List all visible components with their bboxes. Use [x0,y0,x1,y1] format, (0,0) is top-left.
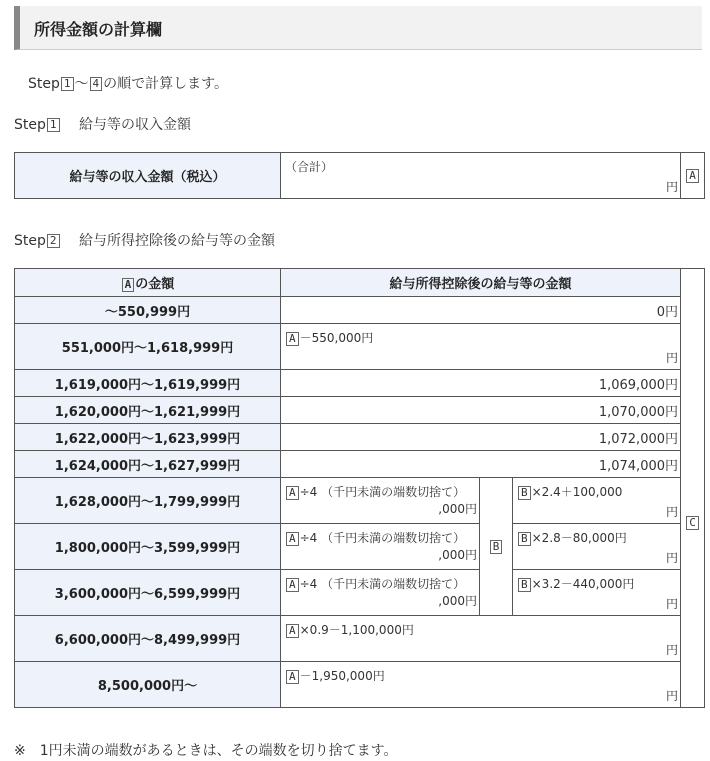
col1-text: の金額 [135,277,175,292]
value-cell: 1,069,000円 [281,370,681,397]
step1-row-label: 給与等の収入金額（税込） [15,153,281,199]
formula-cell[interactable] [281,324,681,370]
intro-post: の順で計算します。 [103,76,229,92]
formula-cell[interactable] [281,662,681,708]
marker-a-cell [681,153,705,199]
marker-b: B [518,578,531,592]
bformula-cell[interactable] [513,524,681,570]
bformula-text: ×2.8－80,000円 [531,531,627,545]
marker-a: A [286,532,299,546]
col-header-a [15,269,281,297]
marker-a: A [286,578,299,592]
marker-a: A [286,624,299,638]
yen-unit: 円 [665,180,678,194]
marker-a: A [286,486,299,500]
value-cell: 1,070,000円 [281,397,681,424]
value-cell: 0円 [281,297,681,324]
intro-step: Step [28,76,60,92]
range-cell: 551,000円～1,618,999円 [15,324,281,370]
range-cell: 1,628,000円～1,799,999円 [15,478,281,524]
step2-title: 給与所得控除後の給与等の金額 [78,233,275,249]
step2-table [14,268,705,708]
range-cell: 1,622,000円～1,623,999円 [15,424,281,451]
div-text: ÷4 （千円未満の端数切捨て） [299,531,466,545]
yen-unit: 円 [666,505,679,519]
range-cell: 1,800,000円～3,599,999円 [15,524,281,570]
div-sub: ,000円 [438,548,477,562]
yen-unit: 円 [666,643,679,657]
div-text: ÷4 （千円未満の端数切捨て） [299,577,466,591]
formula-text: －550,000円 [299,331,374,345]
div-cell[interactable] [281,570,480,616]
range-cell: 3,600,000円～6,599,999円 [15,570,281,616]
formula-cell[interactable] [281,616,681,662]
marker-a: A [286,332,299,346]
range-cell: 1,624,000円～1,627,999円 [15,451,281,478]
marker-a: A [122,278,135,292]
formula-text: ×0.9－1,100,000円 [299,623,414,637]
marker-a: A [686,169,699,183]
step1-title: 給与等の収入金額 [78,117,191,133]
range-cell: 1,620,000円～1,621,999円 [15,397,281,424]
step1-label: Step [14,117,46,133]
intro-box-4: 4 [90,77,103,91]
marker-b: B [518,486,531,500]
sum-note: （合計） [285,160,334,174]
col-header-result: 給与所得控除後の給与等の金額 [281,269,681,297]
intro-box-1: 1 [61,77,74,91]
step2-heading [14,230,275,250]
div-text: ÷4 （千円未満の端数切捨て） [299,485,466,499]
step2-label: Step [14,233,46,249]
step1-heading [14,114,191,134]
range-cell: 6,600,000円～8,499,999円 [15,616,281,662]
section-header [14,6,702,50]
bformula-text: ×3.2－440,000円 [531,577,635,591]
value-cell: 1,074,000円 [281,451,681,478]
marker-c-cell [681,269,705,708]
intro-tilde: ～ [74,76,89,92]
yen-unit: 円 [666,351,679,365]
yen-unit: 円 [666,689,679,703]
yen-unit: 円 [666,551,679,565]
bformula-text: ×2.4＋100,000 [531,485,623,499]
bformula-cell[interactable] [513,478,681,524]
formula-text: －1,950,000円 [299,669,385,683]
value-cell: 1,072,000円 [281,424,681,451]
intro-text [28,73,228,93]
step1-num: 1 [47,118,60,132]
section-title: 所得金額の計算欄 [34,20,163,39]
marker-b: B [490,540,503,554]
div-sub: ,000円 [438,594,477,608]
range-cell: 8,500,000円～ [15,662,281,708]
step2-num: 2 [47,234,60,248]
marker-b-cell [480,478,513,616]
marker-c: C [686,516,699,530]
bformula-cell[interactable] [513,570,681,616]
marker-a: A [286,670,299,684]
div-cell[interactable] [281,524,480,570]
marker-b: B [518,532,531,546]
range-cell: 1,619,000円～1,619,999円 [15,370,281,397]
footnote: ※ 1円未満の端数があるときは、その端数を切り捨てます。 [14,743,398,759]
yen-unit: 円 [666,597,679,611]
div-sub: ,000円 [438,502,477,516]
range-cell: ～550,999円 [15,297,281,324]
step1-input-cell[interactable] [281,153,681,199]
step1-table [14,152,705,199]
div-cell[interactable] [281,478,480,524]
